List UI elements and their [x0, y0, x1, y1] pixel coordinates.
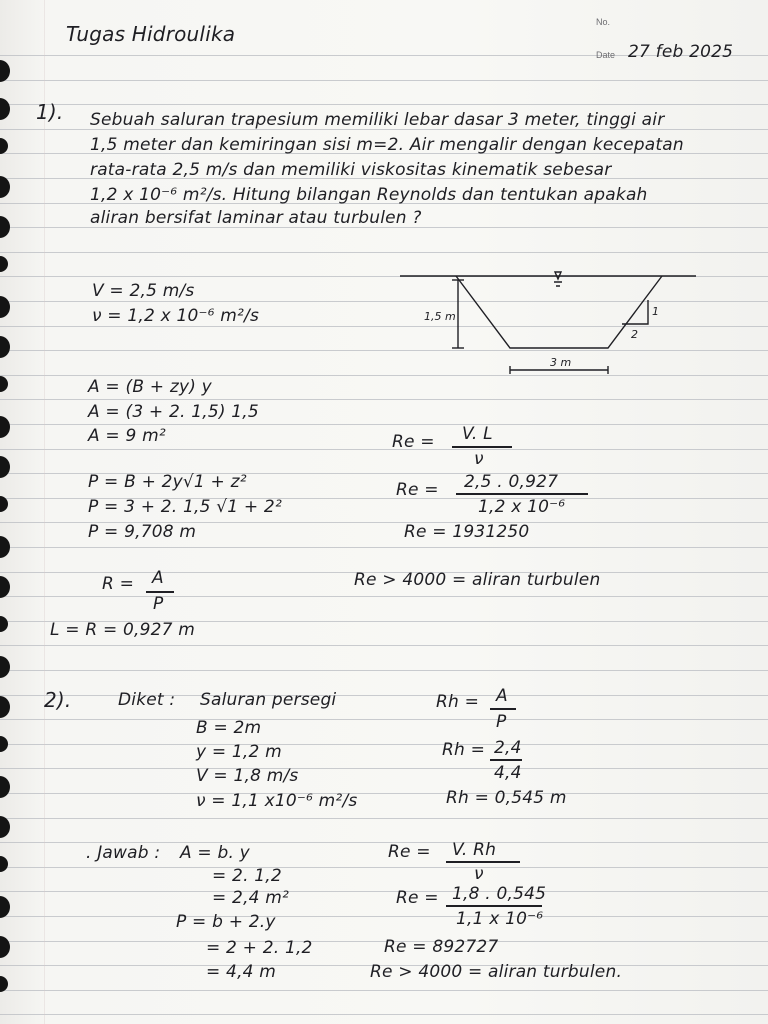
binder-hole	[0, 696, 10, 718]
ruled-line	[0, 80, 768, 81]
binder-hole	[0, 936, 10, 958]
perimeter-substitution: P = 3 + 2. 1,5 √1 + 2²	[88, 497, 282, 517]
given-viscosity: ν = 1,2 x 10⁻⁶ m²/s	[92, 306, 260, 326]
binder-hole	[0, 176, 10, 198]
rh-sub-fraction-bar	[490, 759, 522, 761]
perimeter-formula: P = b + 2.y	[176, 912, 276, 932]
ruled-line	[0, 596, 768, 597]
rh-numerator: A	[496, 686, 508, 706]
ruled-line	[0, 547, 768, 548]
radius-fraction-bar	[146, 591, 174, 593]
given-channel-type: Saluran persegi	[200, 690, 337, 710]
given-depth: y = 1,2 m	[196, 742, 282, 762]
binder-hole	[0, 216, 10, 238]
re-formula-numerator: V. L	[462, 424, 493, 444]
re2-conclusion: Re > 4000 = aliran turbulen.	[370, 962, 623, 982]
perimeter-result: P = 9,708 m	[88, 522, 197, 542]
answer-label: . Jawab :	[86, 843, 161, 863]
re-sub-denominator: 1,2 x 10⁻⁶	[478, 497, 566, 517]
binder-hole	[0, 376, 8, 392]
binder-hole	[0, 256, 8, 272]
ruled-line	[0, 1014, 768, 1015]
ruled-line	[0, 719, 768, 720]
margin-line	[44, 0, 45, 1024]
re-sub-numerator: 2,5 . 0,927	[464, 472, 559, 492]
rh-sub-denominator: 4,4	[494, 763, 522, 783]
rh-sub-numerator: 2,4	[494, 738, 522, 758]
ruled-line	[0, 990, 768, 991]
date-label: Date	[596, 50, 616, 60]
ruled-line	[0, 695, 768, 696]
re2-sub-fraction-bar	[446, 905, 542, 907]
ruled-line	[0, 399, 768, 400]
problem1-number: 1).	[36, 100, 64, 124]
ruled-line	[0, 744, 768, 745]
re-sub-lhs: Re =	[396, 480, 439, 500]
re2-sub-denominator: 1,1 x 10⁻⁶	[456, 909, 544, 929]
re-formula-fraction-bar	[452, 446, 512, 448]
re2-formula-denominator: ν	[474, 864, 484, 884]
slope-horizontal-label: 2	[631, 328, 638, 341]
rh-result: Rh = 0,545 m	[446, 788, 567, 808]
rh-sub-lhs: Rh =	[442, 740, 486, 760]
ruled-line	[0, 818, 768, 819]
ruled-line	[0, 793, 768, 794]
binder-hole	[0, 856, 8, 872]
problem1-line: aliran bersifat laminar atau turbulen ?	[90, 208, 422, 228]
radius-lhs: R =	[102, 574, 135, 594]
problem2-number: 2).	[44, 688, 72, 712]
ruled-line	[0, 645, 768, 646]
re-formula-lhs: Re =	[392, 432, 435, 452]
problem1-line: 1,5 meter dan kemiringan sisi m=2. Air mengalir dengan kecepatan	[90, 135, 684, 155]
re-formula-denominator: ν	[474, 449, 484, 469]
ruled-line	[0, 252, 768, 253]
area-substitution: = 2. 1,2	[212, 866, 282, 886]
radius-numerator: A	[152, 568, 164, 588]
page-title: Tugas Hidroulika	[66, 22, 236, 46]
given-label: Diket :	[118, 690, 176, 710]
given-width: B = 2m	[196, 718, 262, 738]
re2-sub-lhs: Re =	[396, 888, 439, 908]
binder-hole	[0, 296, 10, 318]
given-viscosity: ν = 1,1 x10⁻⁶ m²/s	[196, 791, 358, 811]
binder-hole	[0, 576, 10, 598]
no-label: No.	[596, 17, 611, 27]
re-sub-fraction-bar	[456, 493, 588, 495]
problem1-line: Sebuah saluran trapesium memiliki lebar dasar 3 meter, tinggi air	[90, 110, 665, 130]
binder-hole	[0, 776, 10, 798]
re2-formula-numerator: V. Rh	[452, 840, 497, 860]
area-result: A = 9 m²	[88, 426, 166, 446]
perimeter-formula: P = B + 2y√1 + z²	[88, 472, 247, 492]
area-formula: A = b. y	[180, 843, 250, 863]
re2-sub-numerator: 1,8 . 0,545	[452, 884, 547, 904]
rh-lhs: Rh =	[436, 692, 480, 712]
problem1-line: 1,2 x 10⁻⁶ m²/s. Hitung bilangan Reynolds dan tentukan apakah	[90, 185, 648, 205]
radius-result: L = R = 0,927 m	[50, 620, 196, 640]
perimeter-substitution: = 2 + 2. 1,2	[206, 938, 313, 958]
binder-hole	[0, 98, 10, 120]
ruled-line	[0, 891, 768, 892]
re2-result: Re = 892727	[384, 937, 499, 957]
trapezoid-channel-diagram	[400, 262, 700, 382]
slope-vertical-label: 1	[652, 305, 659, 318]
binder-hole	[0, 896, 10, 918]
area-formula: A = (B + zy) y	[88, 377, 212, 397]
ruled-line	[0, 916, 768, 917]
perimeter-result: = 4,4 m	[206, 962, 277, 982]
binder-hole	[0, 616, 8, 632]
ruled-line	[0, 104, 768, 105]
binder-hole	[0, 60, 10, 82]
ruled-line	[0, 449, 768, 450]
binder-hole	[0, 336, 10, 358]
re2-formula-fraction-bar	[446, 861, 520, 863]
water-level-symbol	[554, 272, 562, 286]
depth-label: 1,5 m	[424, 310, 456, 323]
problem1-line: rata-rata 2,5 m/s dan memiliki viskositas kinematik sebesar	[90, 160, 612, 180]
rh-fraction-bar	[490, 708, 516, 710]
ruled-line	[0, 768, 768, 769]
binder-hole	[0, 736, 8, 752]
re-conclusion: Re > 4000 = aliran turbulen	[354, 570, 601, 590]
binder-hole	[0, 138, 8, 154]
given-velocity: V = 2,5 m/s	[92, 281, 195, 301]
binder-hole	[0, 416, 10, 438]
ruled-line	[0, 867, 768, 868]
date-value: 27 feb 2025	[628, 42, 734, 62]
binder-hole	[0, 456, 10, 478]
binder-hole	[0, 656, 10, 678]
base-label: 3 m	[550, 356, 572, 369]
ruled-line	[0, 670, 768, 671]
radius-denominator: P	[153, 594, 164, 614]
re2-formula-lhs: Re =	[388, 842, 431, 862]
rh-denominator: P	[496, 712, 507, 732]
ruled-line	[0, 424, 768, 425]
area-substitution: A = (3 + 2. 1,5) 1,5	[88, 402, 259, 422]
binder-hole	[0, 536, 10, 558]
given-velocity: V = 1,8 m/s	[196, 766, 299, 786]
re-result: Re = 1931250	[404, 522, 530, 542]
binder-hole	[0, 816, 10, 838]
area-result: = 2,4 m²	[212, 888, 290, 908]
